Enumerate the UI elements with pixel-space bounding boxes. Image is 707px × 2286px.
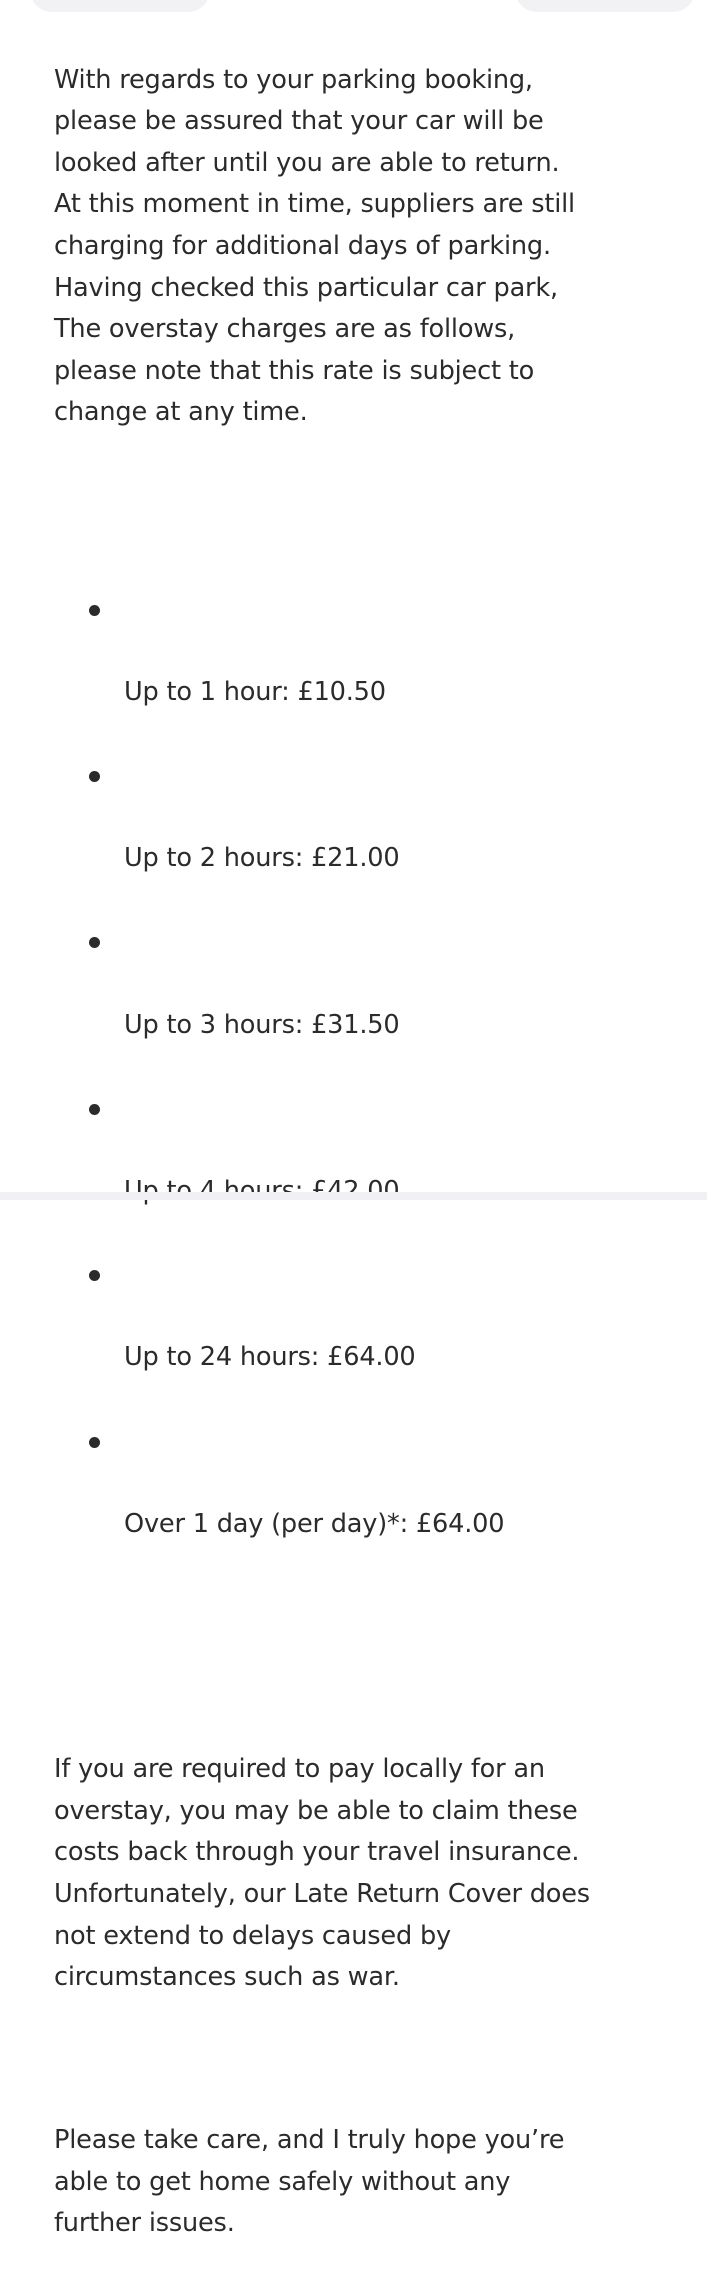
closing-paragraph: Please take care, and I truly hope you’re able to get home safely without any further issues. — [54, 2124, 565, 2239]
top-tab-right — [515, 0, 695, 12]
list-item — [54, 1254, 694, 1379]
list-item — [54, 589, 694, 714]
bullet-icon — [89, 1437, 100, 1448]
rate-text: Up to 24 hours: £64.00 — [124, 1342, 416, 1373]
intro-paragraph: With regards to your parking booking, please be assured that your car will be looked after until you are able to return. At this moment in time, suppliers are still charging for additional days of parking. Having checked this particular car park, The overstay charges are as follows, please note that this rate is subject to change at any time. — [54, 64, 575, 428]
list-item — [54, 755, 694, 880]
bullet-icon — [89, 1104, 100, 1115]
bottom-bar — [0, 1192, 707, 1200]
overstay-rate-list — [54, 547, 694, 1587]
message-body — [54, 18, 694, 2286]
rate-text: Up to 1 hour: £10.50 — [124, 676, 386, 707]
bullet-icon — [89, 937, 100, 948]
bullet-icon — [89, 605, 100, 616]
rate-text: Up to 3 hours: £31.50 — [124, 1009, 400, 1040]
claim-paragraph: If you are required to pay locally for an overstay, you may be able to claim these costs back through your travel insurance. Unfortunately, our Late Return Cover does not extend to delays caused by circumstances such as war. — [54, 1754, 590, 1993]
rate-text: Over 1 day (per day)*: £64.00 — [124, 1508, 505, 1539]
list-item — [54, 921, 694, 1046]
rate-text: Up to 2 hours: £21.00 — [124, 843, 400, 874]
list-item — [54, 1421, 694, 1546]
bullet-icon — [89, 771, 100, 782]
top-tab-left — [30, 0, 210, 12]
bullet-icon — [89, 1270, 100, 1281]
